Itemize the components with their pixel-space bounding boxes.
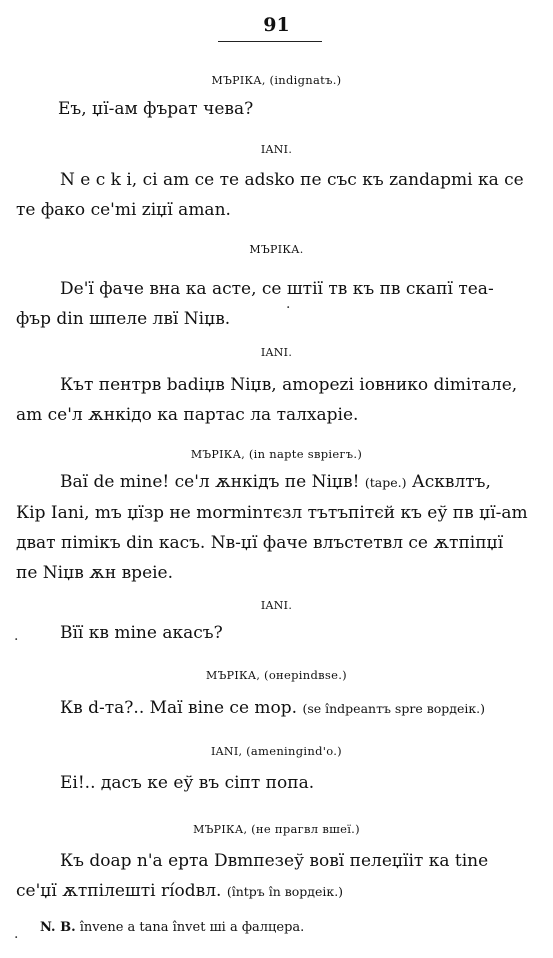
stage-direction: (не прагвл вшеї.) — [251, 822, 360, 836]
speaker-name: МЪРІКА, — [193, 823, 248, 836]
dialogue-line: Bїї кв mine акасъ? — [60, 623, 223, 643]
footnote-label: N. B. — [40, 920, 76, 935]
dialogue-line: пе Niџв ѫн вреіе. — [16, 563, 174, 583]
dialogue-line: Кір Iani, mъ џїзр не mоrmіnтєзл тътъпітєй къ еў пв џї-am — [16, 503, 528, 523]
speaker-heading — [0, 73, 553, 87]
footnote-text: învеne a tana învet шi a фалцеpa. — [79, 920, 305, 935]
dialogue-line: фър din шпеле лвї Niџв. — [16, 309, 231, 329]
dialogue-text: Baї de mine! ce'л ѫнкідъ пе Niџв! — [60, 472, 360, 492]
speaker-name: IANI. — [260, 599, 293, 612]
footnote — [40, 920, 304, 935]
stage-direction: (ameningind'o.) — [246, 744, 342, 758]
print-mark: · — [14, 632, 19, 648]
stage-direction: (онеріndвsе.) — [264, 668, 347, 682]
speaker-heading — [0, 243, 553, 256]
stage-direction: (indignatъ.) — [269, 73, 342, 87]
speaker-name: МЪРІКА, — [190, 448, 246, 461]
stage-direction: (in napte sвpieгъ.) — [248, 447, 363, 461]
speaker-heading — [0, 744, 553, 758]
dialogue-text: ce'џї ѫтпiлешті ríodвл. — [16, 881, 222, 901]
speaker-name: МЪРІКА, — [206, 669, 261, 682]
dialogue-line: те фако ce'mi ziџї aman. — [16, 200, 231, 220]
speaker-heading — [0, 822, 553, 836]
dialogue-line — [60, 700, 485, 717]
speaker-heading — [0, 668, 553, 682]
speaker-heading — [0, 599, 553, 612]
speaker-name: IANI. — [260, 143, 293, 156]
dialogue-text: Кв d-та?.. Maї віnе се mop. — [60, 698, 298, 718]
dialogue-line: Еъ, џї-ам фърат чева? — [58, 99, 254, 119]
dialogue-line: N e c k i, ci am се те adsko пе със къ zandapmi ка се — [60, 170, 524, 190]
speaker-name: МЪРІКА. — [249, 243, 304, 256]
dialogue-line: Ei!.. дасъ ке еў въ сіпт попа. — [60, 773, 315, 793]
page-number-rule — [218, 41, 322, 42]
speaker-heading — [0, 447, 553, 461]
speaker-heading — [0, 143, 553, 156]
speaker-heading — [0, 346, 553, 359]
inline-stage-direction: (se îndpеanтъ spre вордеiк.) — [302, 701, 486, 716]
inline-stage-direction: (întpъ în вордеік.) — [226, 884, 344, 899]
dialogue-line: De'ї фаче вна ка асте, се штії тв къ пв скапї теа- — [60, 279, 494, 299]
dialogue-line: Кът пентрв badiџв Niџв, amopezi іовнико dimітале, — [60, 375, 518, 395]
speaker-name: IANI, — [211, 745, 243, 758]
dialogue-line: дват пimікъ din касъ. Nв-џї фаче влъстетвл се ѫтпiпџї — [16, 533, 504, 553]
dialogue-line: Къ doap n'a ерта Dвmпезеў вовї пелеџїiт ка tine — [60, 851, 489, 871]
inline-stage-direction: (tape.) — [364, 475, 407, 490]
page-number: 91 — [263, 14, 290, 36]
dialogue-line — [16, 883, 343, 900]
dialogue-text: Асквлтъ, — [411, 472, 491, 492]
speaker-name: МЪРІКА, — [211, 74, 266, 87]
dialogue-line: am ce'л ѫнкідо ка партас ла талхаріе. — [16, 405, 359, 425]
print-mark: · — [286, 300, 291, 316]
dialogue-line — [60, 474, 491, 491]
print-mark: · — [14, 930, 19, 946]
speaker-name: IANI. — [260, 346, 293, 359]
